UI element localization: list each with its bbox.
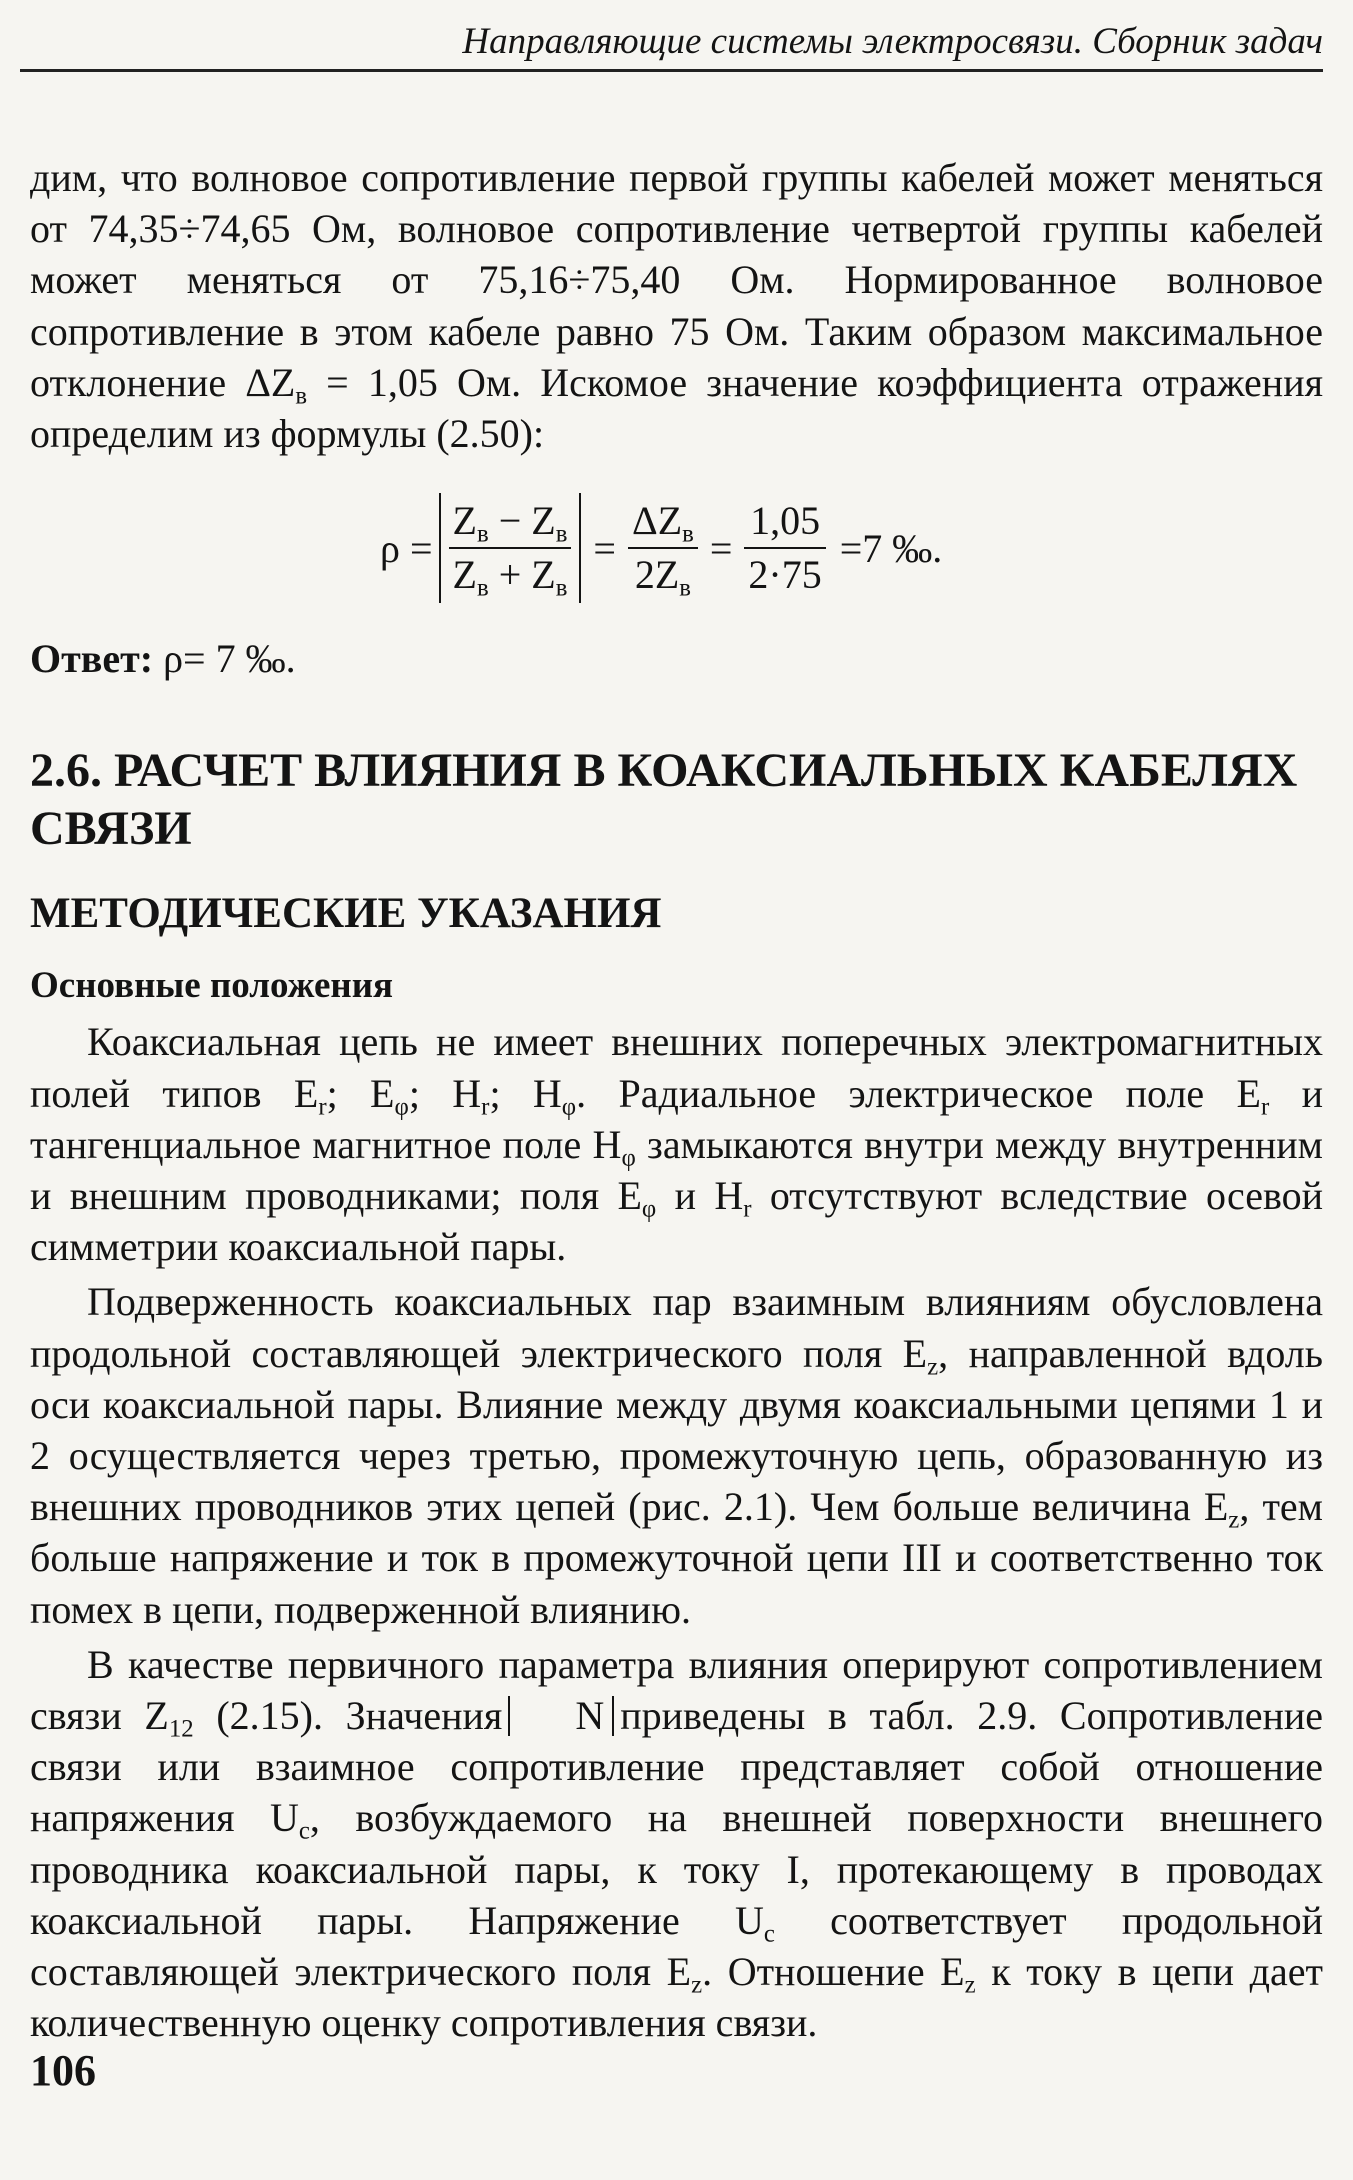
formula-result: =7 ‰. [839,525,943,571]
paragraph-mutual-influence: Подверженность коаксиальных пар взаимным влияниям обусловлена продольной составляющей электрического поля $E_z$, направленной вдоль оси коаксиальной пары. Влияние между двумя коаксиальными цепями 1 и 2 осуществляется через третью, промежуточную цепь, образованную из внешних проводников этих цепей (рис. 2.1). Чем больше величина $E_z$, тем больше напряжение и ток в промежуточной цепи III и соответственно ток помех в цепи, подверженной влиянию. [30,1279,1323,1632]
formula-fraction-delta: $\frac{\Delta Z_в}{2Z_в}$ [628,495,698,601]
answer-line: Ответ: ρ= 7 ‰. [30,636,296,682]
abs-n-symbol: N [508,1696,614,1736]
intro-paragraph: дим, что волновое сопротивление первой группы кабелей может меняться от 74,35÷74,65 Ом, волновое сопротивление четвертой группы кабелей может меняться от 75,16÷75,40 Ом. Нормированное волновое сопротивление в этом кабеле равно 75 Ом. Таким образом максимальное отклонение $\Delta Z_в = 1,05$ Ом. Искомое значение коэффициента отражения определим из формулы (2.50): [30,155,1324,457]
formula-fraction-impedance: $\frac{Z_в - Z_в}{Z_в + Z_в}$ [449,495,572,601]
formula-fraction-numeric: $\frac{1,05}{2\cdot 75}$ [744,495,825,601]
reflection-coefficient-formula: ρ = $\frac{Z_в - Z_в}{Z_в + Z_в}$ = $\frac{\Delta Z_в}{2Z_в}$ = $\frac{1,05}{2\cdot 75}$ =7 ‰. [30,473,1323,623]
section-heading: 2.6. РАСЧЕТ ВЛИЯНИЯ В КОАКСИАЛЬНЫХ КАБЕЛЯХ СВЯЗИ [30,744,1298,856]
subsection-heading: Основные положения [30,965,394,1007]
formula-absolute-value [439,493,582,603]
page-number: 106 [30,2046,96,2095]
paragraph-coupling-impedance: В качестве первичного параметра влияния оперируют сопротивлением связи $Z_{12}$ (2.15). Значения N приведены в табл. 2.9. Сопротивление связи или взаимное сопротивление представляет собой отношение напряжения $U_c$, возбуждаемого на внешней поверхности внешнего проводника коаксиальной пары, к току I, протекающему в проводах коаксиальной пары. Напряжение $U_c$ соответствует продольной составляющей электрического поля $E_z$. Отношение $E_z$ к току в цепи дает количественную оценку сопротивления связи. [30,1641,1324,2046]
formula-lhs: ρ = [380,525,433,571]
section-subheading: МЕТОДИЧЕСКИЕ УКАЗАНИЯ [30,890,662,938]
running-header: Направляющие системы электросвязи. Сборник задач [20,22,1323,72]
page-content [30,152,1323,2048]
paragraph-coaxial-fields: Коаксиальная цепь не имеет внешних поперечных электромагнитных полей типов $E_r$; $E_\varphi$; $H_r$; $H_\varphi$. Радиальное электрическое поле $E_r$ и тангенциальное магнитное поле $H_\varphi$ замыкаются внутри между внутренним и внешним проводниками; поля $E_\varphi$ и $H_r$ отсутствуют вследствие осевой симметрии коаксиальной пары. [30,1019,1324,1270]
